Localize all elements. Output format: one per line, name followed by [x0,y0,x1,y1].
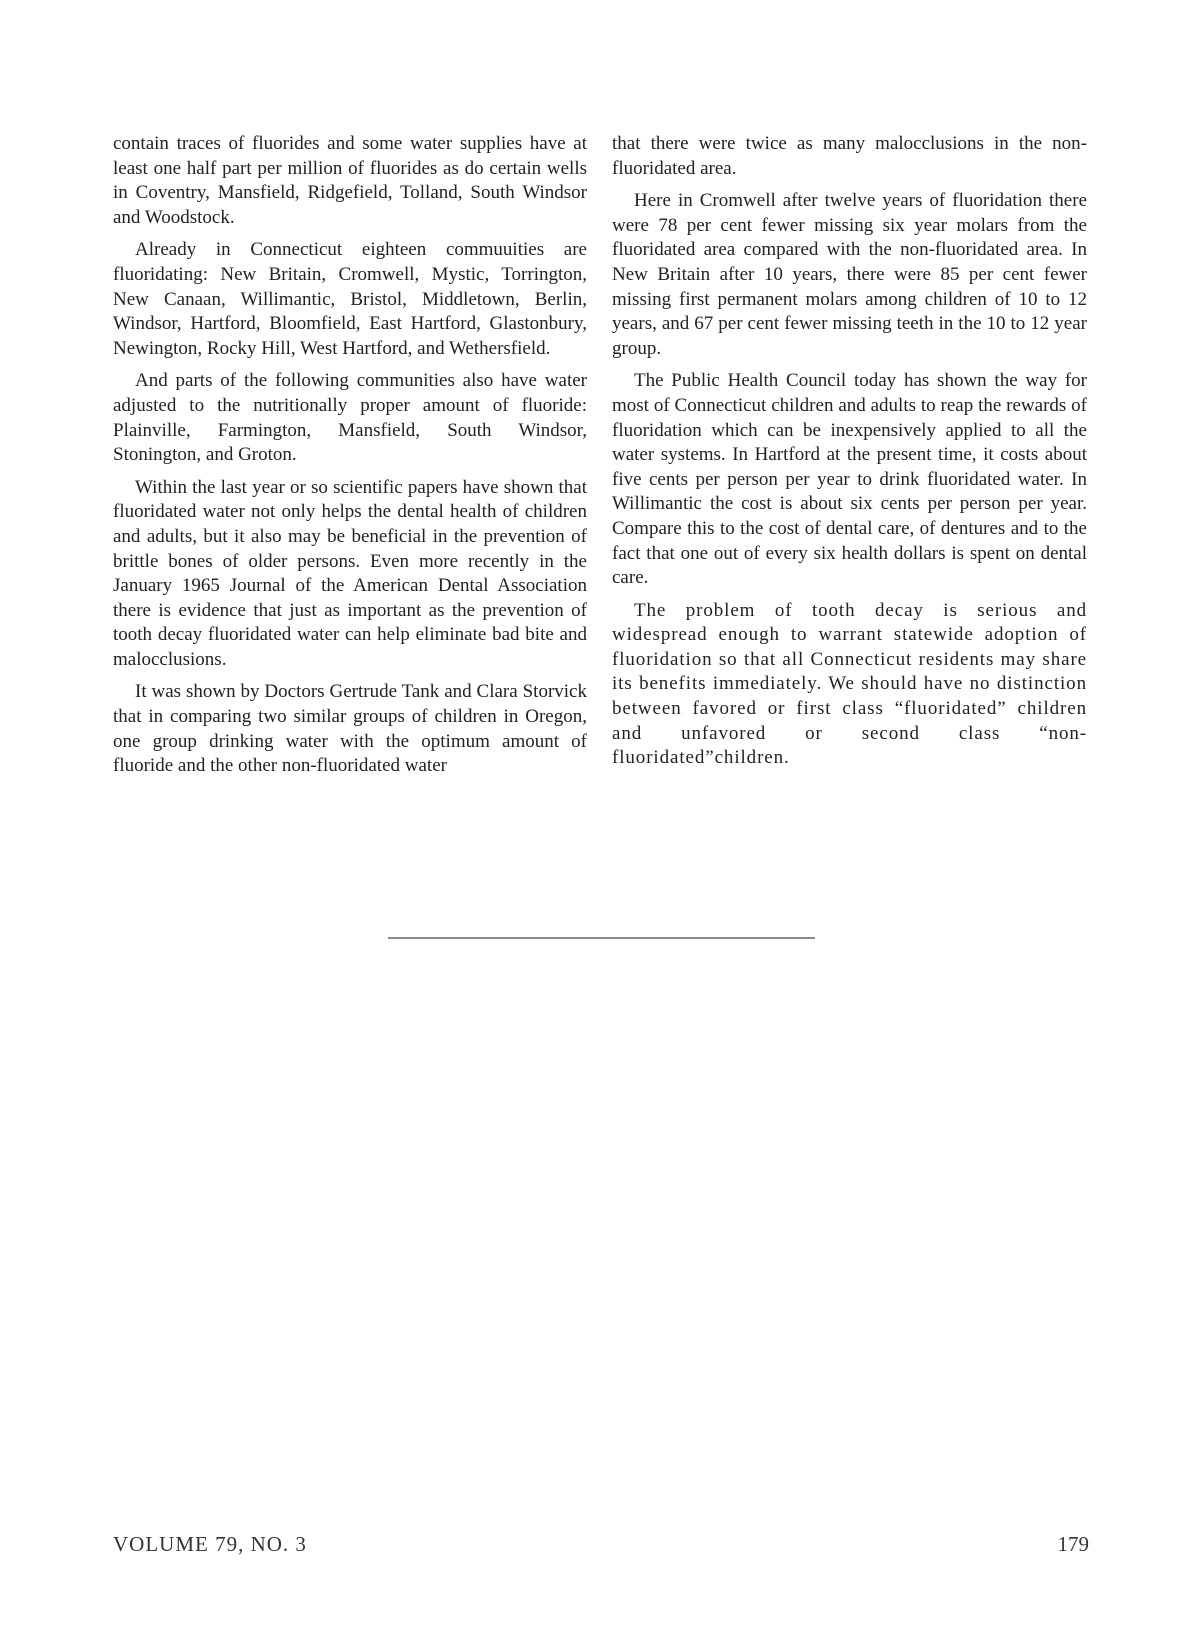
paragraph: Within the last year or so scientific papers have shown that fluoridated water not only helps the dental health of children and adults, but it also may be beneficial in the prevention of brittle bones of older persons. Even more recently in the January 1965 Journal of the American Dental Association there is evidence that just as important as the prevention of tooth decay fluoridated water can help eliminate bad bite and malocclusions. [113,476,587,670]
paragraph: The Public Health Council today has shown the way for most of Connecticut children and adults to reap the rewards of fluoridation which can be inexpensively applied to all the water systems. In Hartford at the present time, it costs about five cents per person per year to drink fluoridated water. In Willimantic the cost is about six cents per person per year. Compare this to the cost of dental care, of dentures and to the fact that one out of every six health dollars is spent on dental care. [612,370,1087,589]
paragraph: Here in Cromwell after twelve years of fluoridation there were 78 per cent fewer missing six year molars from the fluoridated area compared with the non-fluoridated area. In New Britain after 10 years, there were 85 per cent fewer missing first permanent molars among children of 10 to 12 years, and 67 per cent fewer missing teeth in the 10 to 12 year group. [612,190,1087,359]
page-number: 179 [1057,1532,1089,1556]
section-divider [388,937,815,939]
paragraph: Already in Connecticut eighteen commuuities are fluoridating: New Britain, Cromwell, Mystic, Torrington, New Canaan, Willimantic, Bristol, Middletown, Berlin, Windsor, Hartford, Bloomfield, East Hartford, Glastonbury, Newington, Rocky Hill, West Hartford, and Wethersfield. [113,239,587,359]
volume-label: VOLUME 79, NO. 3 [113,1532,307,1556]
right-text-column [612,132,1087,779]
left-text-column [113,132,587,787]
paragraph: contain traces of fluorides and some water supplies have at least one half part per million of fluorides as do certain wells in Coventry, Mansfield, Ridgefield, Tolland, South Windsor and Woodstock. [113,133,587,228]
paragraph: The problem of tooth decay is serious and widespread enough to warrant statewide adoption of fluoridation so that all Connecticut residents may share its benefits immediately. We should have no distinction between favored or first class “fluoridated” children and unfavored or second class “non-fluoridated”children. [612,599,1087,769]
paragraph: that there were twice as many malocclusions in the non-fluoridated area. [612,133,1087,179]
paragraph: It was shown by Doctors Gertrude Tank and Clara Storvick that in comparing two similar groups of children in Oregon, one group drinking water with the optimum amount of fluoride and the other non-fluoridated water [113,681,587,777]
paragraph: And parts of the following communities also have water adjusted to the nutritionally proper amount of fluoride: Plainville, Farmington, Mansfield, South Windsor, Stonington, and Groton. [113,370,587,466]
